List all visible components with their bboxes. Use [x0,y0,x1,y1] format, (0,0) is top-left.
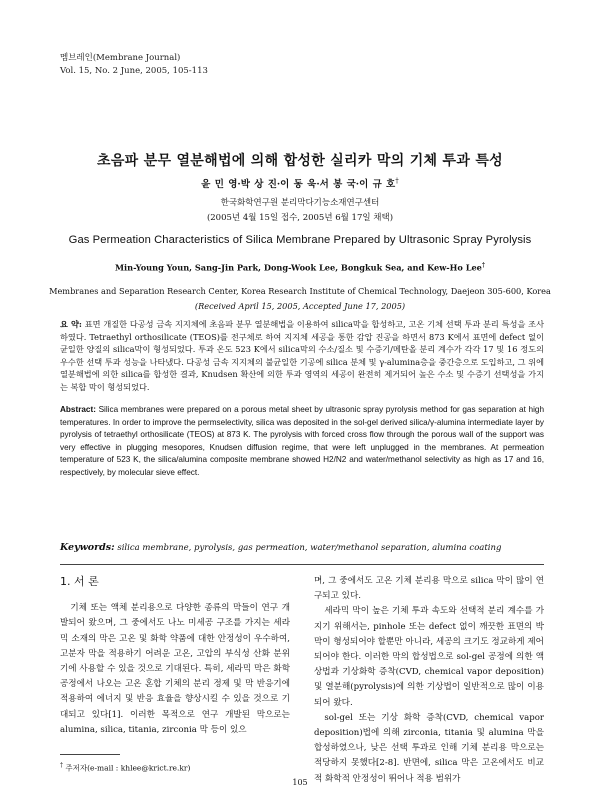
keywords [60,542,544,553]
footnote-rule [60,754,120,755]
corresponding-mark: † [395,176,399,185]
intro-paragraph-2: 세라믹 막이 높은 기체 투과 속도와 선택적 분리 계수를 가지기 위해서는, pinhole 또는 defect 없이 깨끗한 표면의 박막이 형성되어야 할뿐만 아니라, 세공의 크기도 정교하게 제어되어야 한다. 이러한 막의 합성법으로 sol-gel 공정에 의한 액상법과 기상화학 증착(CVD, chemical vapor deposition) 및 열분해(pyrolysis)에 의한 기상법이 일반적으로 많이 이용되어 왔다. [314,606,544,708]
abstract-english-label: Abstract: [60,405,96,414]
title-korean: 초음파 분무 열분해법에 의해 합성한 실리카 막의 기체 투과 특성 [97,153,503,169]
keywords-label: Keywords: [60,542,115,553]
abstract-korean-label: 요 약: [60,319,82,329]
authors-english [0,262,600,273]
abstract-korean [60,318,544,394]
corresponding-mark-en: † [481,262,486,269]
footnote-text: 주저자(e-mail : khlee@krict.re.kr) [65,763,191,773]
affiliation-english-name: Membranes and Separation Research Center, Korea Research Institute of Chemical Technology, Daejeon 305-600, Korea [49,286,551,296]
footnote-mark: † [60,762,63,769]
dates-korean: (2005년 4월 15일 접수, 2005년 6월 17일 채택) [206,213,394,223]
section-heading-intro: 1. 서 론 [60,575,99,588]
dates-english-text: (Received April 15, 2005, Accepted June 17, 2005) [194,301,406,311]
journal-header [60,52,208,78]
affiliation-korean [0,196,600,226]
intro-paragraph-3: sol-gel 또는 기상 화학 증착(CVD, chemical vapor deposition)법에 의해 zirconia, titania 및 alumina 막을 합성하였으나, 낮은 선택 투과로 인해 기체 분리용 막으로는 적당하지 못했다[2-8]. 반면에, silica 막은 고온에서도 비교적 화학적 안정성이 뛰어나 적용 범위가 [314,712,544,784]
journal-name: 멤브레인(Membrane Journal) [60,53,181,63]
journal-volume: Vol. 15, No. 2 June, 2005, 105-113 [60,66,208,76]
section-divider [60,564,544,565]
abstract-korean-text: 표면 개질한 다공성 금속 지지체에 초음파 분무 열분해법을 이용하여 silica막을 합성하고, 고온 기체 선택 투과 분리 특성을 조사하였다. Tetraethyl orthosilicate (TEOS)를 전구체로 하여 지지체 세공을 통한 감압 진공을 하면서 873 K에서 표면에 defect 없이 균일한 양질의 silica막이 형성되었다. 투과 온도 523 K에서 silica막의 수소/질소 및 수증기/메탄올 분리 계수가 각각 17 및 16 정도의 우수한 선택 투과 성능을 나타냈다. 다공성 금속 지지체의 불균일한 기공에 silica 분체 및 γ-alumina층을 중간층으로 도입하고, 그 위에 열분해법에 의한 silica를 합성한 결과, Knudsen 확산에 의한 투과 영역의 세공이 완전히 제거되어 높은 수소 및 수증기 선택성을 가지는 복합 막이 형성되었다. [60,319,544,392]
abstract-english [60,404,544,480]
keywords-text: silica membrane, pyrolysis, gas permeation, water/methanol separation, alumina coating [117,543,502,553]
left-column [60,574,290,738]
intro-paragraph-continued: 며, 그 중에서도 고온 기체 분리용 막으로 silica 막이 많이 연구되고 있다. [314,576,544,602]
intro-paragraph-1: 기체 또는 액체 분리용으로 다양한 종류의 막들이 연구 개발되어 왔으며, 그 중에서도 나노 미세공 구조를 가지는 세라믹 소재의 막은 고온 및 화학 약품에 대한 안정성이 우수하여, 고분자 막을 적용하기 어려운 고온, 고압의 부식성 산화 분위기에 사용할 수 있을 것으로 기대된다. 특히, 세라믹 막은 화학 공정에서 나오는 고온 혼합 기체의 분리 정제 및 막 반응기에 적용하여 에너지 및 반응 효율을 향상시킬 수 있을 것으로 기대되고 있다[1]. 이러한 목적으로 연구 개발된 막으로는 alumina, silica, titania, zirconia 막 등이 있으 [60,603,290,735]
right-column [314,574,544,787]
affiliation-korean-name: 한국화학연구원 분리막다기능소재연구센터 [220,198,380,208]
authors-korean [0,176,600,190]
page-number: 105 [292,778,308,787]
authors-english-names: Min-Young Youn, Sang-Jin Park, Dong-Wook Lee, Bongkuk Sea, and Kew-Ho Lee [114,262,482,273]
authors-korean-names: 윤 민 영·박 상 진·이 동 욱·서 봉 국·이 규 호 [201,179,396,190]
title-english: Gas Permeation Characteristics of Silica Membrane Prepared by Ultrasonic Spray Pyrolysis [68,234,532,246]
footnote [60,762,190,774]
abstract-english-text: Silica membranes were prepared on a porous metal sheet by ultrasonic spray pyrolysis method for gas separation at high temperatures. In order to improve the permselectivity, silica was deposited in the sol-gel derived silica/γ-alumina intermediate layer by pyrolysis of tetraethyl orthosilicate (TEOS) at 873 K. The pyrolysis with forced cross flow through the porous wall of the support was very effective in plugging mesopores, Knudsen diffusion regime, that were left unplugged in the membranes. At permeation temperature of 523 K, the silica/alumina composite membrane showed H2/N2 and water/methanol selectivity as high as 17 and 16, respectively, by molecular sieve effect. [60,405,544,477]
affiliation-english [0,284,600,314]
dates-english [0,299,600,314]
